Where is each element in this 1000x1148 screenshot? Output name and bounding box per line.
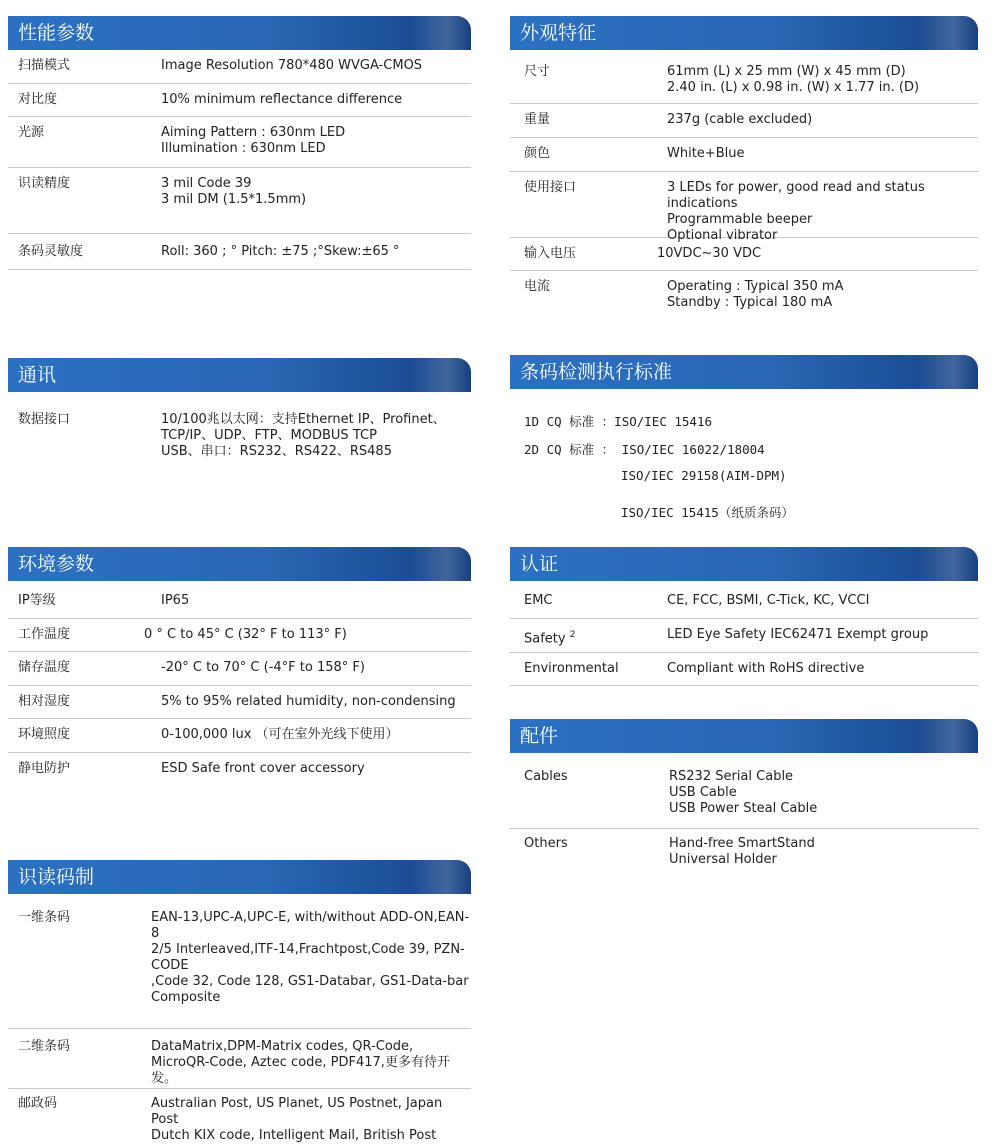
spec-label bbox=[524, 627, 667, 652]
standard-line: 1D CQ 标准 ：ISO/IEC 15416 bbox=[524, 414, 713, 429]
spec-row bbox=[8, 719, 471, 753]
spec-value: Image Resolution 780*480 WVGA-CMOS bbox=[161, 58, 423, 73]
spec-row bbox=[510, 653, 978, 686]
spec-label: 使用接口 bbox=[524, 180, 577, 195]
spec-label: 工作温度 bbox=[18, 627, 71, 642]
appearance-header: 外观特征 bbox=[510, 16, 978, 50]
spec-label: 识读精度 bbox=[18, 176, 71, 191]
spec-row bbox=[510, 581, 978, 619]
spec-row bbox=[8, 753, 471, 787]
spec-row bbox=[8, 50, 471, 84]
performance-header: 性能参数 bbox=[8, 16, 471, 50]
spec-label: IP等级 bbox=[18, 593, 56, 608]
spec-label: 储存温度 bbox=[18, 660, 71, 675]
spec-label: 颜色 bbox=[524, 146, 551, 161]
spec-label: 邮政码 bbox=[18, 1096, 58, 1111]
spec-row bbox=[510, 619, 978, 653]
spec-value: 10/100兆以太网：支持Ethernet IP、Profinet、 TCP/IP、UDP、FTP、MODBUS TCP USB、串口：RS232、RS422、RS485 bbox=[161, 412, 446, 459]
barcode-standards-section bbox=[510, 355, 978, 525]
spec-value: 0-100,000 lux （可在室外光线下使用） bbox=[161, 727, 399, 742]
spec-label: 扫描模式 bbox=[18, 58, 71, 73]
spec-row bbox=[8, 392, 471, 462]
spec-value: 61mm (L) x 25 mm (W) x 45 mm (D) 2.40 in. (L) x 0.98 in. (W) x 1.77 in. (D) bbox=[667, 64, 920, 95]
spec-row bbox=[8, 1089, 471, 1141]
spec-label: 静电防护 bbox=[18, 761, 71, 776]
spec-value: 3 LEDs for power, good read and status indications Programmable beeper Optional vibrator bbox=[667, 180, 925, 243]
accessories-header: 配件 bbox=[510, 719, 978, 753]
spec-value: RS232 Serial Cable USB Cable USB Power Steal Cable bbox=[669, 769, 818, 816]
spec-row bbox=[510, 829, 978, 879]
spec-label: 对比度 bbox=[18, 92, 58, 107]
standard-line: ISO/IEC 29158(AIM-DPM) bbox=[621, 468, 787, 483]
footnote-mark: 2 bbox=[569, 630, 576, 640]
environment-section bbox=[8, 547, 471, 787]
spec-value: IP65 bbox=[161, 593, 190, 608]
spec-row bbox=[510, 138, 978, 172]
spec-label: 重量 bbox=[524, 112, 551, 127]
appearance-section bbox=[510, 16, 978, 316]
spec-value: Operating : Typical 350 mA Standby : Typical 180 mA bbox=[667, 279, 844, 310]
symbologies-section bbox=[8, 860, 471, 1141]
spec-value: Hand-free SmartStand Universal Holder bbox=[669, 836, 815, 867]
certification-header: 认证 bbox=[510, 547, 978, 581]
spec-row bbox=[8, 168, 471, 234]
standard-line: ISO/IEC 15415（纸质条码） bbox=[621, 505, 794, 520]
spec-value: CE, FCC, BSMI, C-Tick, KC, VCCI bbox=[667, 593, 870, 608]
spec-row bbox=[8, 84, 471, 117]
spec-row bbox=[8, 581, 471, 619]
spec-label: Environmental bbox=[524, 661, 619, 676]
spec-label: 条码灵敏度 bbox=[18, 244, 84, 259]
spec-row bbox=[8, 117, 471, 168]
spec-value: Aiming Pattern : 630nm LED Illumination : 630nm LED bbox=[161, 125, 346, 156]
spec-value: 10% minimum reflectance difference bbox=[161, 92, 403, 107]
environment-header: 环境参数 bbox=[8, 547, 471, 581]
spec-label: 尺寸 bbox=[524, 64, 551, 79]
spec-value: 3 mil Code 39 3 mil DM (1.5*1.5mm) bbox=[161, 176, 307, 207]
spec-value: 0 ° C to 45° C (32° F to 113° F) bbox=[144, 627, 347, 642]
spec-value: -20° C to 70° C (-4°F to 158° F) bbox=[161, 660, 365, 675]
certification-section bbox=[510, 547, 978, 686]
communication-header: 通讯 bbox=[8, 358, 471, 392]
spec-value: 5% to 95% related humidity, non-condensing bbox=[161, 694, 456, 709]
spec-value: White+Blue bbox=[667, 146, 745, 161]
spec-value: 237g (cable excluded) bbox=[667, 112, 813, 127]
performance-section bbox=[8, 16, 471, 270]
spec-row bbox=[510, 753, 978, 829]
symbologies-header: 识读码制 bbox=[8, 860, 471, 894]
spec-value: EAN-13,UPC-A,UPC-E, with/without ADD-ON,EAN-8 2/5 Interleaved,ITF-14,Frachtpost,Code 39, PZN-CODE ,Code 32, Code 128, GS1-Databar, GS1-Data-bar Composite bbox=[151, 910, 470, 1005]
spec-label: 数据接口 bbox=[18, 412, 71, 427]
spec-row bbox=[8, 652, 471, 686]
spec-row bbox=[510, 104, 978, 138]
communication-section bbox=[8, 358, 471, 462]
spec-row bbox=[8, 1029, 471, 1089]
spec-value: Australian Post, US Planet, US Postnet, Japan Post Dutch KIX code, Intelligent Mail, British Post bbox=[151, 1096, 443, 1143]
spec-label: 输入电压 bbox=[524, 246, 577, 261]
barcode-standards-header: 条码检测执行标准 bbox=[510, 355, 978, 389]
spec-label: 相对湿度 bbox=[18, 694, 71, 709]
spec-label: 环境照度 bbox=[18, 727, 71, 742]
spec-label: 电流 bbox=[524, 279, 551, 294]
spec-label: 光源 bbox=[18, 125, 45, 140]
spec-label: Cables bbox=[524, 769, 568, 784]
spec-value: LED Eye Safety IEC62471 Exempt group bbox=[667, 627, 929, 642]
spec-value: 10VDC~30 VDC bbox=[657, 246, 762, 261]
spec-label: EMC bbox=[524, 593, 553, 608]
spec-row bbox=[510, 271, 978, 316]
spec-label: 二维条码 bbox=[18, 1039, 71, 1054]
spec-value: Compliant with RoHS directive bbox=[667, 661, 865, 676]
spec-row bbox=[510, 50, 978, 104]
spec-value: DataMatrix,DPM-Matrix codes, QR-Code, MicroQR-Code, Aztec code, PDF417,更多有待开发。 bbox=[151, 1039, 450, 1086]
standard-line: 2D CQ 标准 ： ISO/IEC 16022/18004 bbox=[524, 442, 765, 457]
accessories-section bbox=[510, 719, 978, 879]
spec-row bbox=[8, 619, 471, 652]
safety-label: Safety bbox=[524, 631, 566, 647]
spec-value: Roll: 360 ; ° Pitch: ±75 ;°Skew:±65 ° bbox=[161, 244, 400, 259]
spec-label: 一维条码 bbox=[18, 910, 71, 925]
spec-label: Others bbox=[524, 836, 568, 851]
spec-row bbox=[8, 234, 471, 270]
spec-row bbox=[510, 172, 978, 243]
spec-value: ESD Safe front cover accessory bbox=[161, 761, 365, 776]
spec-row bbox=[8, 894, 471, 1029]
spec-row bbox=[8, 686, 471, 719]
